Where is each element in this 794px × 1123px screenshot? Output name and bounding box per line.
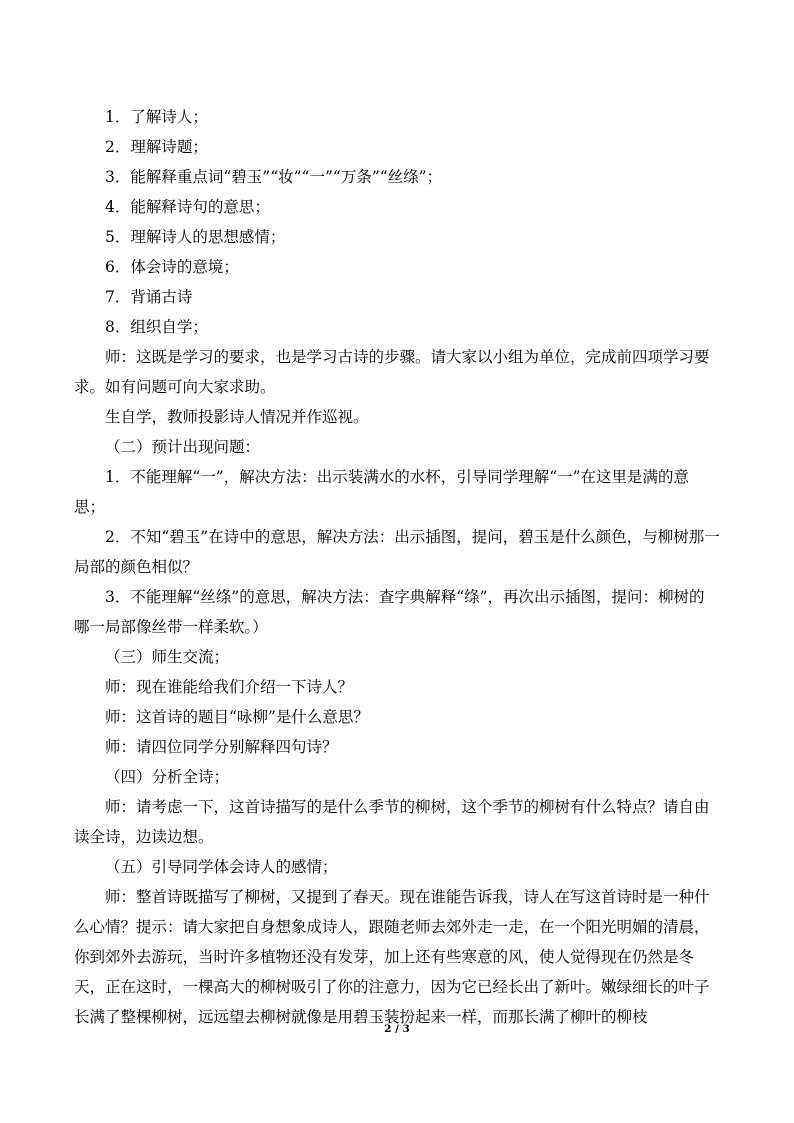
objective-item-3: 3．能解释重点词“碧玉”“妆”“一”“万条”“丝绦”； [105,168,443,186]
teacher-question-3: 师：请四位同学分别解释四句诗？ [105,738,338,756]
analysis-paragraph: 师：请考虑一下，这首诗描写的是什么季节的柳树，这个季节的柳树有什么特点？请自由读全诗，边读边想。 [74,798,710,846]
objective-item-7: 7．背诵古诗 [105,288,193,306]
section-heading-2: （二）预计出现问题： [105,438,261,456]
problem-item-1: 1．不能理解“一”，解决方法：出示装满水的水杯，引导同学理解“一”在这里是满的意思； [74,468,690,516]
document-body [74,102,720,1032]
section-heading-5: （五）引导同学体会诗人的感情； [105,858,338,876]
objective-item-1: 1．了解诗人； [105,108,208,126]
objective-item-4: 4．能解释诗句的意思； [105,198,270,216]
teacher-question-2: 师：这首诗的题目“咏柳”是什么意思？ [105,708,369,726]
objective-item-8: 8．组织自学； [105,318,208,336]
objective-item-6: 6．体会诗的意境； [105,258,239,276]
page-number: 2 / 3 [384,1023,410,1035]
problem-item-2: 2．不知“碧玉”在诗中的意思，解决方法：出示插图，提问，碧玉是什么颜色，与柳树那一局部的颜色相似？ [74,528,720,576]
teacher-question-1: 师：现在谁能给我们介绍一下诗人？ [105,678,354,696]
section-heading-4: （四）分析全诗； [105,768,230,786]
emotion-guidance-paragraph: 师：整首诗既描写了柳树，又提到了春天。现在谁能告诉我，诗人在写这首诗时是一种什么心情？提示：请大家把自身想象成诗人，跟随老师去郊外走一走，在一个阳光明媚的清晨，你到郊外去游玩，当时许多植物还没有发芽，加上还有些寒意的风，使人觉得现在仍然是冬天，正在这时，一棵高大的柳树吸引了你的注意力，因为它已经长出了新叶。嫩绿细长的叶子长满了整棵柳树，远远望去柳树就像是用碧玉装扮起来一样，而那长满了柳叶的柳枝 [74,888,710,1026]
problem-item-3: 3．不能理解“丝绦”的意思，解决方法：查字典解释“绦”，再次出示插图，提问：柳树的哪一局部像丝带一样柔软。） [74,588,705,636]
objective-item-5: 5．理解诗人的思想感情； [105,228,286,246]
objective-item-2: 2．理解诗题； [105,138,208,156]
self-study-paragraph: 生自学，教师投影诗人情况并作巡视。 [105,408,369,426]
teacher-instruction-paragraph: 师：这既是学习的要求，也是学习古诗的步骤。请大家以小组为单位，完成前四项学习要求。如有问题可向大家求助。 [74,348,710,396]
section-heading-3: （三）师生交流； [105,648,230,666]
